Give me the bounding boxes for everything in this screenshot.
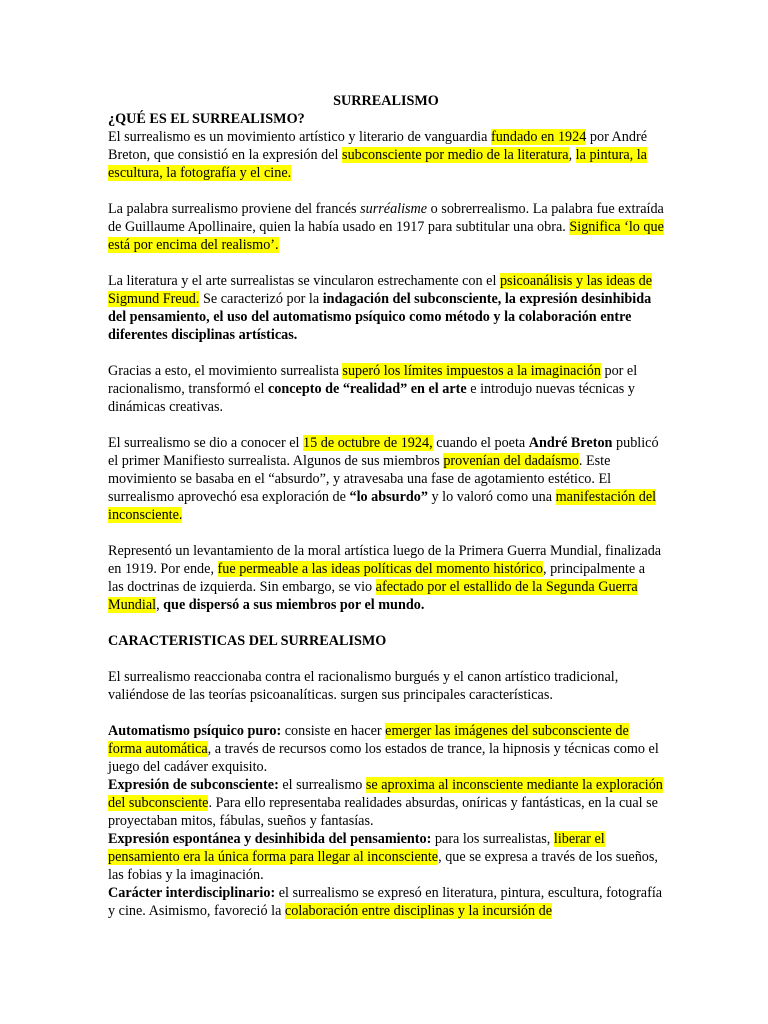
document-title: SURREALISMO — [333, 93, 439, 109]
highlight: afectado por el estallido de la Segunda Guerra Mundial — [108, 579, 638, 613]
highlight: manifestación del inconsciente. — [108, 489, 657, 523]
paragraph-reaction: El surrealismo reaccionaba contra el racionalismo burgués y el canon artístico tradicional, valiéndose de las teorías psicoanalíticas. surgen sus principales características. — [108, 669, 619, 703]
paragraph-history: Representó un levantamiento de la moral artística luego de la Primera Guerra Mundial, finalizada en 1919. Por ende, fue permeable a las ideas políticas del momento histórico, principalmente a las doctrinas de izquierda. Sin embargo, se vio afectado por el estallido de la Segunda Guerra Mundial, que dispersó a sus miembros por el mundo. — [108, 543, 662, 613]
feature-interdisciplinary: Carácter interdisciplinario: el surrealismo se expresó en literatura, pintura, escultura, fotografía y cine. Asimismo, favoreció la colaboración entre disciplinas y la incursión de — [108, 885, 663, 919]
highlight: 15 de octubre de 1924, — [303, 435, 433, 451]
paragraph-imagination: Gracias a esto, el movimiento surrealista superó los límites impuestos a la imaginación por el racionalismo, transformó el concepto de “realidad” en el arte e introdujo nuevas técnicas y dinámicas creativas. — [108, 363, 638, 415]
feature-automatism: Automatismo psíquico puro: consiste en hacer emerger las imágenes del subconsciente de forma automática, a través de recursos como los estados de trance, la hipnosis y técnicas como el juego del cadáver exquisito. — [108, 723, 659, 775]
highlight: subconsciente por medio de la literatura — [342, 147, 569, 163]
highlight: liberar el pensamiento era la única forma para llegar al inconsciente — [108, 831, 605, 865]
highlight: provenían del dadaísmo — [443, 453, 579, 469]
feature-subconscious: Expresión de subconsciente: el surrealismo se aproxima al inconsciente mediante la exploración del subconsciente. Para ello representaba realidades absurdas, oníricas y fantásticas, en la cual se proyectaban mitos, fábulas, sueños y fantasías. — [108, 777, 663, 829]
highlight: psicoanálisis y las ideas de Sigmund Freud. — [108, 273, 653, 307]
highlight: fue permeable a las ideas políticas del momento histórico — [217, 561, 543, 577]
highlight: se aproxima al inconsciente mediante la exploración del subconsciente — [108, 777, 663, 811]
highlight: fundado en 1924 — [490, 129, 587, 145]
highlight: emerger las imágenes del subconsciente de forma automática — [108, 723, 629, 757]
heading-characteristics: CARACTERISTICAS DEL SURREALISMO — [108, 633, 387, 649]
document-body — [108, 92, 664, 920]
paragraph-etymology: La palabra surrealismo proviene del francés surréalisme o sobrerrealismo. La palabra fue extraída de Guillaume Apollinaire, quien la había usado en 1917 para subtitular una obra. Significa ‘lo que está por encima del realismo’. — [108, 201, 664, 253]
highlight: colaboración entre disciplinas y la incursión de — [284, 903, 553, 919]
feature-spontaneous-expression: Expresión espontánea y desinhibida del pensamiento: para los surrealistas, liberar el pensamiento era la única forma para llegar al inconsciente, que se expresa a través de los sueños, las fobias y la imaginación. — [108, 831, 658, 883]
heading-what-is: ¿QUÉ ES EL SURREALISMO? — [108, 111, 305, 127]
highlight: Significa ‘lo que está por encima del realismo’. — [108, 219, 664, 253]
highlight: la pintura, la escultura, la fotografía y el cine. — [108, 147, 647, 181]
paragraph-intro: El surrealismo es un movimiento artístico y literario de vanguardia fundado en 1924 por André Breton, que consistió en la expresión del subconsciente por medio de la literatura, la pintura, la escultura, la fotografía y el cine. — [108, 129, 648, 181]
paragraph-manifesto: El surrealismo se dio a conocer el 15 de octubre de 1924, cuando el poeta André Breton publicó el primer Manifiesto surrealista. Algunos de sus miembros provenían del dadaísmo. Este movimiento se basaba en el “absurdo”, y atravesaba una fase de agotamiento estético. El surrealismo aprovechó esa exploración de “lo absurdo” y lo valoró como una manifestación del inconsciente. — [108, 435, 659, 523]
paragraph-psychoanalysis: La literatura y el arte surrealistas se vincularon estrechamente con el psicoanálisis y las ideas de Sigmund Freud. Se caracterizó por la indagación del subconsciente, la expresión desinhibida del pensamiento, el uso del automatismo psíquico como método y la colaboración entre diferentes disciplinas artísticas. — [108, 273, 653, 343]
highlight: superó los límites impuestos a la imaginación — [342, 363, 601, 379]
